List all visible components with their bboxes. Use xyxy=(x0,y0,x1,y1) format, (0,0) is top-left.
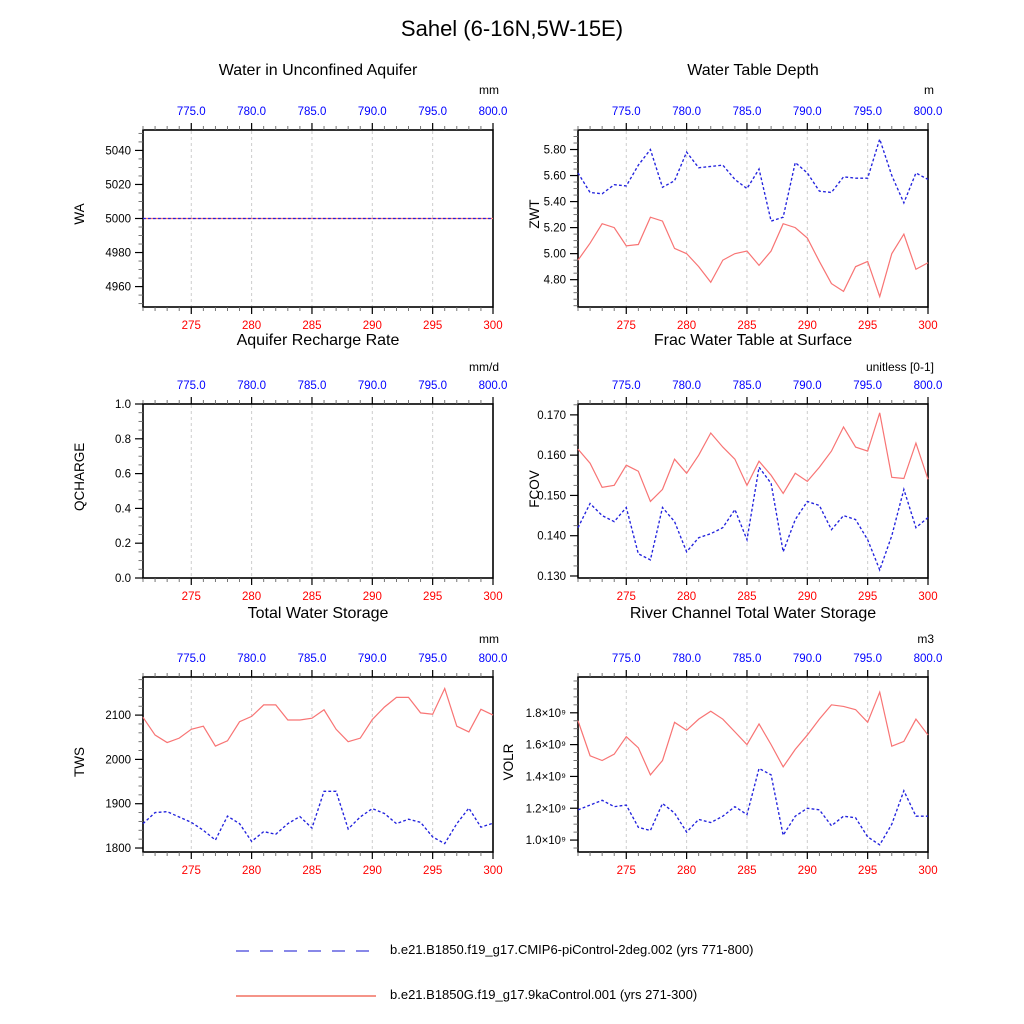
svg-text:2100: 2100 xyxy=(105,710,131,723)
svg-text:280: 280 xyxy=(677,591,697,603)
svg-text:780.0: 780.0 xyxy=(672,106,702,118)
panel-total-water-storage xyxy=(60,603,510,888)
units-label: mm/d xyxy=(469,360,499,374)
legend-line-solid-red xyxy=(236,995,376,997)
figure-title: Sahel (6-16N,5W-15E) xyxy=(400,16,624,41)
svg-text:5.60: 5.60 xyxy=(543,170,566,183)
svg-text:1.4×10⁹: 1.4×10⁹ xyxy=(525,771,566,784)
svg-text:790.0: 790.0 xyxy=(792,380,822,392)
svg-text:0.150: 0.150 xyxy=(537,490,566,503)
svg-text:0.160: 0.160 xyxy=(537,450,566,463)
svg-text:0.0: 0.0 xyxy=(115,573,131,585)
svg-text:280: 280 xyxy=(242,865,262,877)
legend-label: b.e21.B1850.f19_g17.CMIP6-piControl-2deg.002 (yrs 771-800) xyxy=(390,942,754,957)
svg-text:790.0: 790.0 xyxy=(357,653,387,665)
svg-text:275: 275 xyxy=(616,320,636,332)
svg-text:290: 290 xyxy=(797,591,817,603)
line-chart-wa xyxy=(60,55,510,340)
svg-text:4980: 4980 xyxy=(105,247,131,260)
svg-text:790.0: 790.0 xyxy=(357,380,387,392)
svg-text:275: 275 xyxy=(616,865,636,877)
svg-text:5000: 5000 xyxy=(105,213,131,226)
svg-text:0.2: 0.2 xyxy=(115,538,131,551)
svg-text:295: 295 xyxy=(858,865,878,877)
svg-text:775.0: 775.0 xyxy=(176,380,206,392)
svg-text:280: 280 xyxy=(242,320,262,332)
svg-text:0.140: 0.140 xyxy=(537,530,566,543)
svg-text:785.0: 785.0 xyxy=(732,106,762,118)
svg-text:5.20: 5.20 xyxy=(543,222,566,235)
units-label: m3 xyxy=(917,632,934,646)
svg-text:4.80: 4.80 xyxy=(543,274,566,287)
svg-text:300: 300 xyxy=(483,865,503,877)
svg-text:295: 295 xyxy=(423,865,443,877)
svg-text:790.0: 790.0 xyxy=(792,106,822,118)
svg-text:775.0: 775.0 xyxy=(611,653,641,665)
svg-text:800.0: 800.0 xyxy=(913,106,943,118)
y-axis-label: VOLR xyxy=(501,743,516,781)
svg-text:1.0×10⁹: 1.0×10⁹ xyxy=(525,835,566,848)
svg-text:290: 290 xyxy=(362,865,382,877)
svg-text:780.0: 780.0 xyxy=(237,106,267,118)
svg-text:285: 285 xyxy=(737,591,757,603)
svg-text:290: 290 xyxy=(362,320,382,332)
svg-text:280: 280 xyxy=(242,591,262,603)
svg-text:4960: 4960 xyxy=(105,281,131,294)
units-label: unitless [0-1] xyxy=(865,360,934,374)
units-label: mm xyxy=(479,632,499,646)
legend-label: b.e21.B1850G.f19_g17.9kaControl.001 (yrs 271-300) xyxy=(390,987,698,1002)
svg-text:5040: 5040 xyxy=(105,145,131,158)
svg-text:300: 300 xyxy=(918,320,938,332)
svg-text:1900: 1900 xyxy=(105,798,131,811)
svg-text:0.4: 0.4 xyxy=(115,503,131,516)
line-chart-zwt xyxy=(495,55,945,340)
svg-text:800.0: 800.0 xyxy=(478,653,508,665)
svg-text:290: 290 xyxy=(797,865,817,877)
svg-text:290: 290 xyxy=(797,320,817,332)
svg-text:285: 285 xyxy=(302,320,322,332)
svg-text:775.0: 775.0 xyxy=(611,380,641,392)
svg-text:795.0: 795.0 xyxy=(853,380,883,392)
panel-title: Water in Unconfined Aquifer xyxy=(218,62,418,79)
line-chart-tws xyxy=(60,603,510,888)
svg-text:275: 275 xyxy=(181,320,201,332)
panel-water-table-depth xyxy=(495,55,945,340)
svg-text:295: 295 xyxy=(858,320,878,332)
svg-text:795.0: 795.0 xyxy=(418,380,448,392)
units-label: m xyxy=(924,83,934,97)
svg-text:1800: 1800 xyxy=(105,843,131,856)
svg-text:795.0: 795.0 xyxy=(853,106,883,118)
panel-title: Aquifer Recharge Rate xyxy=(236,332,400,349)
svg-text:5.00: 5.00 xyxy=(543,248,566,261)
svg-text:0.6: 0.6 xyxy=(115,468,131,481)
svg-text:785.0: 785.0 xyxy=(732,653,762,665)
svg-text:280: 280 xyxy=(677,320,697,332)
svg-text:0.8: 0.8 xyxy=(115,433,131,446)
y-axis-label: ZWT xyxy=(527,199,542,229)
svg-text:795.0: 795.0 xyxy=(853,653,883,665)
y-axis-label: TWS xyxy=(72,747,87,777)
svg-text:295: 295 xyxy=(858,591,878,603)
line-chart-volr xyxy=(495,603,945,888)
units-label: mm xyxy=(479,83,499,97)
svg-text:775.0: 775.0 xyxy=(176,653,206,665)
line-chart-fcov xyxy=(495,330,945,615)
svg-text:780.0: 780.0 xyxy=(237,380,267,392)
svg-text:800.0: 800.0 xyxy=(913,653,943,665)
panel-frac-water-table-at-surface xyxy=(495,330,945,615)
svg-text:295: 295 xyxy=(423,591,443,603)
svg-text:285: 285 xyxy=(302,865,322,877)
svg-text:1.2×10⁹: 1.2×10⁹ xyxy=(525,803,566,816)
svg-text:285: 285 xyxy=(302,591,322,603)
svg-text:775.0: 775.0 xyxy=(176,106,206,118)
svg-text:790.0: 790.0 xyxy=(792,653,822,665)
svg-text:795.0: 795.0 xyxy=(418,653,448,665)
svg-text:300: 300 xyxy=(483,591,503,603)
svg-text:275: 275 xyxy=(181,865,201,877)
svg-text:800.0: 800.0 xyxy=(478,380,508,392)
legend-line-dashed-blue xyxy=(236,950,376,952)
svg-text:1.6×10⁹: 1.6×10⁹ xyxy=(525,739,566,752)
svg-text:0.130: 0.130 xyxy=(537,570,566,583)
svg-text:275: 275 xyxy=(616,591,636,603)
svg-text:800.0: 800.0 xyxy=(478,106,508,118)
svg-text:285: 285 xyxy=(737,320,757,332)
panel-title: Water Table Depth xyxy=(687,62,819,79)
panel-water-in-unconfined-aquifer xyxy=(60,55,510,340)
svg-text:785.0: 785.0 xyxy=(297,106,327,118)
svg-text:785.0: 785.0 xyxy=(297,653,327,665)
y-axis-label: QCHARGE xyxy=(72,442,87,511)
svg-text:275: 275 xyxy=(181,591,201,603)
svg-text:1.0: 1.0 xyxy=(115,399,131,411)
svg-text:0.170: 0.170 xyxy=(537,409,566,422)
svg-text:300: 300 xyxy=(918,865,938,877)
panel-river-channel-total-water-storage xyxy=(495,603,945,888)
svg-text:780.0: 780.0 xyxy=(237,653,267,665)
svg-text:790.0: 790.0 xyxy=(357,106,387,118)
svg-text:800.0: 800.0 xyxy=(913,380,943,392)
svg-text:280: 280 xyxy=(677,865,697,877)
svg-text:785.0: 785.0 xyxy=(732,380,762,392)
svg-text:5.80: 5.80 xyxy=(543,144,566,157)
svg-text:775.0: 775.0 xyxy=(611,106,641,118)
svg-text:780.0: 780.0 xyxy=(672,653,702,665)
y-axis-label: FCOV xyxy=(527,470,542,508)
y-axis-label: WA xyxy=(72,203,87,225)
svg-text:795.0: 795.0 xyxy=(418,106,448,118)
svg-text:290: 290 xyxy=(362,591,382,603)
svg-text:300: 300 xyxy=(918,591,938,603)
panel-title: River Channel Total Water Storage xyxy=(629,605,877,622)
svg-text:285: 285 xyxy=(737,865,757,877)
panel-title: Frac Water Table at Surface xyxy=(653,332,853,349)
svg-text:5.40: 5.40 xyxy=(543,196,566,209)
panel-title: Total Water Storage xyxy=(247,605,389,622)
svg-text:2000: 2000 xyxy=(105,754,131,767)
panel-aquifer-recharge-rate xyxy=(60,330,510,615)
svg-text:785.0: 785.0 xyxy=(297,380,327,392)
svg-text:5020: 5020 xyxy=(105,179,131,192)
svg-text:780.0: 780.0 xyxy=(672,380,702,392)
svg-text:300: 300 xyxy=(483,320,503,332)
line-chart-qcharge xyxy=(60,330,510,615)
svg-text:1.8×10⁹: 1.8×10⁹ xyxy=(525,707,566,720)
svg-text:295: 295 xyxy=(423,320,443,332)
